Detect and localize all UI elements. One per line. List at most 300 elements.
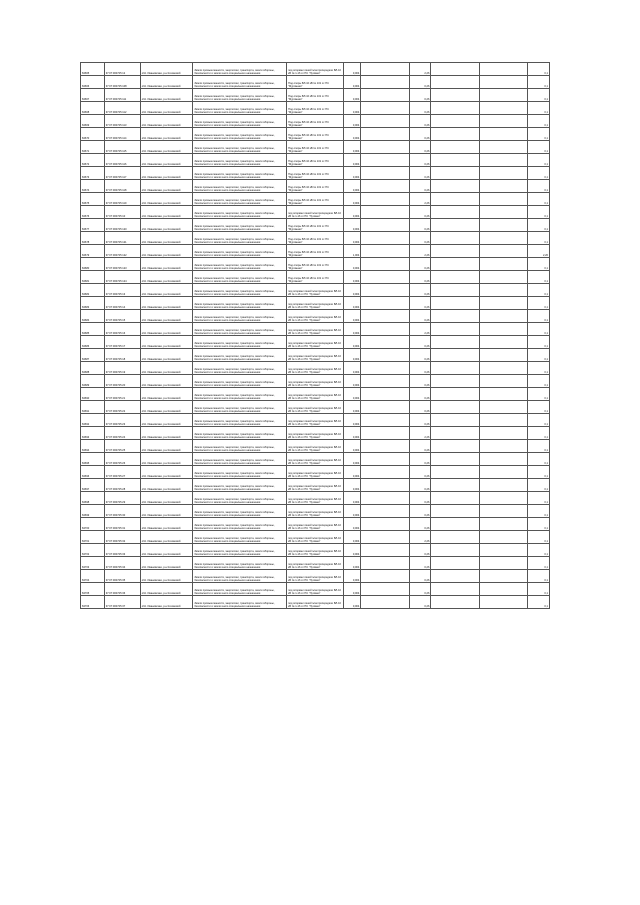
- land-category-cell: Земли промышленности, энергетики, транспорта, земли обороны, безопасности и земли иного специального назначения: [193, 206, 287, 219]
- empty-cell: [479, 89, 527, 102]
- table-row: [81, 505, 550, 518]
- address-cell: обл. Ивановская, р-н Кохомский: [140, 505, 193, 518]
- land-category-cell: Земли промышленности, энергетики, транспорта, земли обороны, безопасности и земли иного специального назначения: [193, 297, 287, 310]
- permitted-use-cell: под опорами линий электропередачи ВЛ-10 кВ № 1-16 от ПС "Луговая": [287, 388, 344, 401]
- table-row: [81, 115, 550, 128]
- empty-cell: [361, 180, 409, 193]
- plot-id-cell: 84691: [81, 401, 105, 414]
- area-cell: 0,004: [343, 206, 361, 219]
- empty-cell: [361, 596, 409, 609]
- rate-cell: 0,26: [409, 453, 431, 466]
- coefficient-cell: 0,1: [528, 479, 550, 492]
- rate-cell: 0,26: [409, 479, 431, 492]
- permitted-use-cell: под опорами линий электропередачи ВЛ-10 кВ № 1-16 от ПС "Луговая": [287, 531, 344, 544]
- address-cell: обл. Ивановская, р-н Кохомский: [140, 375, 193, 388]
- land-category-cell: Земли промышленности, энергетики, транспорта, земли обороны, безопасности и земли иного специального назначения: [193, 440, 287, 453]
- empty-cell: [431, 310, 479, 323]
- plot-id-cell: 84694: [81, 440, 105, 453]
- plot-id-cell: 84672: [81, 154, 105, 167]
- coefficient-cell: 0,1: [528, 518, 550, 531]
- empty-cell: [361, 505, 409, 518]
- land-category-cell: Земли промышленности, энергетики, транспорта, земли обороны, безопасности и земли иного специального назначения: [193, 466, 287, 479]
- rate-cell: 0,26: [409, 492, 431, 505]
- cadastral-number-cell: 37:07:000725:121: [104, 232, 140, 245]
- area-cell: 0,004: [343, 193, 361, 206]
- coefficient-cell: 0,1: [528, 401, 550, 414]
- empty-cell: [361, 76, 409, 89]
- cadastral-number-cell: 37:07:000725:23: [104, 414, 140, 427]
- cadastral-number-cell: 37:07:000725:108: [104, 76, 140, 89]
- empty-cell: [479, 492, 527, 505]
- plot-id-cell: 84692: [81, 414, 105, 427]
- empty-cell: [431, 63, 479, 76]
- land-category-cell: Земли промышленности, энергетики, транспорта, земли обороны, безопасности и земли иного специального назначения: [193, 141, 287, 154]
- area-cell: 0,004: [343, 505, 361, 518]
- table-row: [81, 128, 550, 141]
- area-cell: 0,004: [343, 232, 361, 245]
- area-cell: 0,004: [343, 115, 361, 128]
- coefficient-cell: 0,1: [528, 466, 550, 479]
- address-cell: обл. Ивановская, р-н Кохомский: [140, 76, 193, 89]
- area-cell: 0,004: [343, 141, 361, 154]
- empty-cell: [431, 375, 479, 388]
- empty-cell: [479, 258, 527, 271]
- permitted-use-cell: под опорами линий электропередачи ВЛ-10 кВ № 1-16 от ПС "Луговая": [287, 414, 344, 427]
- address-cell: обл. Ивановская, р-н Кохомский: [140, 167, 193, 180]
- table-row: [81, 63, 550, 76]
- plot-id-cell: 84686: [81, 336, 105, 349]
- plot-id-cell: 84683: [81, 297, 105, 310]
- cadastral-number-cell: 37:07:000725:28: [104, 479, 140, 492]
- land-category-cell: Земли промышленности, энергетики, транспорта, земли обороны, безопасности и земли иного специального назначения: [193, 531, 287, 544]
- cadastral-number-cell: 37:07:000725:118: [104, 180, 140, 193]
- rate-cell: 0,26: [409, 271, 431, 284]
- empty-cell: [431, 128, 479, 141]
- empty-cell: [479, 570, 527, 583]
- cadastral-number-cell: 37:07:000725:123: [104, 258, 140, 271]
- land-category-cell: Земли промышленности, энергетики, транспорта, земли обороны, безопасности и земли иного специального назначения: [193, 102, 287, 115]
- cadastral-number-cell: 37:07:000725:24: [104, 427, 140, 440]
- address-cell: обл. Ивановская, р-н Кохомский: [140, 453, 193, 466]
- empty-cell: [431, 505, 479, 518]
- address-cell: обл. Ивановская, р-н Кохомский: [140, 583, 193, 596]
- rate-cell: 0,26: [409, 141, 431, 154]
- empty-cell: [431, 362, 479, 375]
- coefficient-cell: 0,1: [528, 492, 550, 505]
- land-category-cell: Земли промышленности, энергетики, транспорта, земли обороны, безопасности и земли иного специального назначения: [193, 232, 287, 245]
- plot-id-cell: 84667: [81, 89, 105, 102]
- table-row: [81, 518, 550, 531]
- table-row: [81, 453, 550, 466]
- cadastral-number-cell: 37:07:000725:19: [104, 362, 140, 375]
- area-cell: 0,004: [343, 219, 361, 232]
- table-row: [81, 102, 550, 115]
- cadastral-number-cell: 37:07:000725:13: [104, 284, 140, 297]
- address-cell: обл. Ивановская, р-н Кохомский: [140, 206, 193, 219]
- empty-cell: [361, 479, 409, 492]
- empty-cell: [361, 440, 409, 453]
- land-category-cell: Земли промышленности, энергетики, транспорта, земли обороны, безопасности и земли иного специального назначения: [193, 388, 287, 401]
- rate-cell: 2,26: [409, 427, 431, 440]
- plot-id-cell: 84685: [81, 323, 105, 336]
- land-category-cell: Земли промышленности, энергетики, транспорта, земли обороны, безопасности и земли иного специального назначения: [193, 362, 287, 375]
- empty-cell: [431, 531, 479, 544]
- land-category-cell: Земли промышленности, энергетики, транспорта, земли обороны, безопасности и земли иного специального назначения: [193, 518, 287, 531]
- empty-cell: [479, 557, 527, 570]
- coefficient-cell: 2,26: [528, 245, 550, 258]
- permitted-use-cell: под опорами линий электропередачи ВЛ-10 кВ № 1-16 от ПС "Луговая": [287, 336, 344, 349]
- cadastral-number-cell: 37:07:000725:115: [104, 141, 140, 154]
- cadastral-number-cell: 37:07:000725:16: [104, 323, 140, 336]
- land-category-cell: Земли промышленности, энергетики, транспорта, земли обороны, безопасности и земли иного специального назначения: [193, 453, 287, 466]
- table-row: [81, 544, 550, 557]
- land-category-cell: Земли промышленности, энергетики, транспорта, земли обороны, безопасности и земли иного специального назначения: [193, 492, 287, 505]
- area-cell: 0,004: [343, 427, 361, 440]
- plot-id-cell: 84696: [81, 466, 105, 479]
- plot-id-cell: 84695: [81, 453, 105, 466]
- empty-cell: [361, 518, 409, 531]
- empty-cell: [431, 284, 479, 297]
- address-cell: обл. Ивановская, р-н Кохомский: [140, 245, 193, 258]
- land-category-cell: Земли промышленности, энергетики, транспорта, земли обороны, безопасности и земли иного специального назначения: [193, 245, 287, 258]
- plot-id-cell: 84677: [81, 219, 105, 232]
- empty-cell: [361, 570, 409, 583]
- empty-cell: [479, 154, 527, 167]
- coefficient-cell: 0,1: [528, 89, 550, 102]
- empty-cell: [479, 297, 527, 310]
- empty-cell: [479, 544, 527, 557]
- coefficient-cell: 0,1: [528, 388, 550, 401]
- coefficient-cell: 0,1: [528, 219, 550, 232]
- area-cell: 0,004: [343, 362, 361, 375]
- table-row: [81, 180, 550, 193]
- rate-cell: 2,26: [409, 245, 431, 258]
- area-cell: 0,004: [343, 297, 361, 310]
- plot-id-cell: 84666: [81, 76, 105, 89]
- land-category-cell: Земли промышленности, энергетики, транспорта, земли обороны, безопасности и земли иного специального назначения: [193, 63, 287, 76]
- area-cell: 0,004: [343, 128, 361, 141]
- permitted-use-cell: Под опоры ВЛ-10 кВ № 101 от ПС "Муромная": [287, 258, 344, 271]
- empty-cell: [431, 297, 479, 310]
- address-cell: обл. Ивановская, р-н Кохомский: [140, 102, 193, 115]
- empty-cell: [431, 193, 479, 206]
- empty-cell: [361, 102, 409, 115]
- area-cell: 0,004: [343, 414, 361, 427]
- area-cell: 0,004: [343, 102, 361, 115]
- coefficient-cell: 0,1: [528, 440, 550, 453]
- plot-id-cell: 84704: [81, 570, 105, 583]
- coefficient-cell: 0,1: [528, 505, 550, 518]
- empty-cell: [431, 570, 479, 583]
- empty-cell: [361, 219, 409, 232]
- permitted-use-cell: Под опоры ВЛ-10 кВ № 101 от ПС "Муромная": [287, 271, 344, 284]
- empty-cell: [479, 349, 527, 362]
- empty-cell: [479, 167, 527, 180]
- empty-cell: [361, 531, 409, 544]
- coefficient-cell: 0,1: [528, 206, 550, 219]
- empty-cell: [431, 466, 479, 479]
- plot-id-cell: 84665: [81, 63, 105, 76]
- coefficient-cell: 0,1: [528, 128, 550, 141]
- permitted-use-cell: Под опоры ВЛ-10 кВ № 101 от ПС "Муромная": [287, 245, 344, 258]
- empty-cell: [431, 232, 479, 245]
- empty-cell: [361, 427, 409, 440]
- address-cell: обл. Ивановская, р-н Кохомский: [140, 518, 193, 531]
- area-cell: 0,004: [343, 388, 361, 401]
- land-category-cell: Земли промышленности, энергетики, транспорта, земли обороны, безопасности и земли иного специального назначения: [193, 401, 287, 414]
- empty-cell: [479, 193, 527, 206]
- empty-cell: [431, 258, 479, 271]
- rate-cell: 0,26: [409, 362, 431, 375]
- empty-cell: [479, 531, 527, 544]
- rate-cell: 0,26: [409, 440, 431, 453]
- permitted-use-cell: под опорами линий электропередачи ВЛ-10 кВ № 1-16 от ПС "Луговая": [287, 453, 344, 466]
- plot-id-cell: 84699: [81, 505, 105, 518]
- address-cell: обл. Ивановская, р-н Кохомский: [140, 544, 193, 557]
- address-cell: обл. Ивановская, р-н Кохомский: [140, 479, 193, 492]
- cadastral-number-cell: 37:07:000725:119: [104, 193, 140, 206]
- rate-cell: 0,26: [409, 349, 431, 362]
- land-category-cell: Земли промышленности, энергетики, транспорта, земли обороны, безопасности и земли иного специального назначения: [193, 479, 287, 492]
- permitted-use-cell: под опорами линий электропередачи ВЛ-10 кВ № 1-16 от ПС "Луговая": [287, 362, 344, 375]
- coefficient-cell: 0,1: [528, 180, 550, 193]
- permitted-use-cell: Под опоры ВЛ-10 кВ № 101 от ПС "Муромная": [287, 115, 344, 128]
- land-category-cell: Земли промышленности, энергетики, транспорта, земли обороны, безопасности и земли иного специального назначения: [193, 505, 287, 518]
- land-category-cell: Земли промышленности, энергетики, транспорта, земли обороны, безопасности и земли иного специального назначения: [193, 583, 287, 596]
- cadastral-number-cell: 37:07:000725:34: [104, 557, 140, 570]
- empty-cell: [361, 193, 409, 206]
- plot-id-cell: 84706: [81, 596, 105, 609]
- plot-id-cell: 84688: [81, 362, 105, 375]
- empty-cell: [431, 76, 479, 89]
- table-row: [81, 388, 550, 401]
- address-cell: обл. Ивановская, р-н Кохомский: [140, 284, 193, 297]
- empty-cell: [361, 375, 409, 388]
- address-cell: обл. Ивановская, р-н Кохомский: [140, 414, 193, 427]
- cadastral-number-cell: 37:07:000725:31: [104, 518, 140, 531]
- address-cell: обл. Ивановская, р-н Кохомский: [140, 89, 193, 102]
- address-cell: обл. Ивановская, р-н Кохомский: [140, 310, 193, 323]
- empty-cell: [361, 128, 409, 141]
- empty-cell: [361, 349, 409, 362]
- table-row: [81, 206, 550, 219]
- permitted-use-cell: под опорами линий электропередачи ВЛ-10 кВ № 1-16 от ПС "Луговая": [287, 440, 344, 453]
- empty-cell: [431, 440, 479, 453]
- cadastral-number-cell: 37:07:000725:113: [104, 115, 140, 128]
- rate-cell: 0,26: [409, 219, 431, 232]
- land-category-cell: Земли промышленности, энергетики, транспорта, земли обороны, безопасности и земли иного специального назначения: [193, 323, 287, 336]
- cadastral-number-cell: 37:07:000725:18: [104, 349, 140, 362]
- address-cell: обл. Ивановская, р-н Кохомский: [140, 141, 193, 154]
- plot-id-cell: 84701: [81, 531, 105, 544]
- rate-cell: 0,26: [409, 115, 431, 128]
- land-category-cell: Земли промышленности, энергетики, транспорта, земли обороны, безопасности и земли иного специального назначения: [193, 89, 287, 102]
- area-cell: 0,004: [343, 440, 361, 453]
- plot-id-cell: 84702: [81, 544, 105, 557]
- empty-cell: [479, 245, 527, 258]
- address-cell: обл. Ивановская, р-н Кохомский: [140, 557, 193, 570]
- cadastral-number-cell: 37:07:000725:25: [104, 440, 140, 453]
- area-cell: 1,004: [343, 245, 361, 258]
- plot-id-cell: 84668: [81, 102, 105, 115]
- table-row: [81, 141, 550, 154]
- address-cell: обл. Ивановская, р-н Кохомский: [140, 297, 193, 310]
- coefficient-cell: 0,1: [528, 362, 550, 375]
- area-cell: 0,004: [343, 518, 361, 531]
- coefficient-cell: 0,1: [528, 232, 550, 245]
- empty-cell: [479, 401, 527, 414]
- empty-cell: [361, 258, 409, 271]
- area-cell: 0,004: [343, 76, 361, 89]
- permitted-use-cell: под опорами линий электропередачи ВЛ-10 кВ № 1-16 от ПС "Луговая": [287, 401, 344, 414]
- area-cell: 0,004: [343, 401, 361, 414]
- cadastral-number-cell: 37:07:000725:17: [104, 336, 140, 349]
- table-row: [81, 258, 550, 271]
- rate-cell: 0,26: [409, 466, 431, 479]
- cadastral-number-cell: 37:07:000725:36: [104, 583, 140, 596]
- table-row: [81, 479, 550, 492]
- empty-cell: [431, 492, 479, 505]
- land-category-cell: Земли промышленности, энергетики, транспорта, земли обороны, безопасности и земли иного специального назначения: [193, 180, 287, 193]
- rate-cell: 0,26: [409, 505, 431, 518]
- empty-cell: [361, 310, 409, 323]
- cadastral-number-cell: 37:07:000725:114: [104, 128, 140, 141]
- permitted-use-cell: Под опоры ВЛ-10 кВ № 101 от ПС "Муромная": [287, 141, 344, 154]
- empty-cell: [431, 102, 479, 115]
- permitted-use-cell: под опорами линий электропередачи ВЛ-10 кВ № 1-16 от ПС "Луговая": [287, 518, 344, 531]
- area-cell: 0,004: [343, 492, 361, 505]
- area-cell: 0,004: [343, 557, 361, 570]
- area-cell: 0,004: [343, 479, 361, 492]
- plot-id-cell: 84673: [81, 167, 105, 180]
- cadastral-number-cell: 37:07:000725:117: [104, 167, 140, 180]
- rate-cell: 0,26: [409, 284, 431, 297]
- rate-cell: 0,26: [409, 518, 431, 531]
- area-cell: 0,004: [343, 323, 361, 336]
- land-category-cell: Земли промышленности, энергетики, транспорта, земли обороны, безопасности и земли иного специального назначения: [193, 271, 287, 284]
- empty-cell: [479, 466, 527, 479]
- cadastral-number-cell: 37:07:000725:27: [104, 466, 140, 479]
- land-plots-table: [80, 62, 550, 609]
- plot-id-cell: 84698: [81, 492, 105, 505]
- empty-cell: [361, 232, 409, 245]
- empty-cell: [361, 141, 409, 154]
- coefficient-cell: 0,1: [528, 167, 550, 180]
- coefficient-cell: 0,1: [528, 297, 550, 310]
- area-cell: 0,004: [343, 375, 361, 388]
- empty-cell: [479, 128, 527, 141]
- permitted-use-cell: под опорами линий электропередачи ВЛ-10 кВ № 1-16 от ПС "Луговая": [287, 323, 344, 336]
- coefficient-cell: 0,1: [528, 258, 550, 271]
- cadastral-number-cell: 37:07:000725:30: [104, 505, 140, 518]
- empty-cell: [479, 375, 527, 388]
- area-cell: 0,004: [343, 63, 361, 76]
- land-category-cell: Земли промышленности, энергетики, транспорта, земли обороны, безопасности и земли иного специального назначения: [193, 427, 287, 440]
- plot-id-cell: 84674: [81, 180, 105, 193]
- permitted-use-cell: под опорами линий электропередачи ВЛ-10 кВ № 1-16 от ПС "Луговая": [287, 544, 344, 557]
- empty-cell: [431, 583, 479, 596]
- address-cell: обл. Ивановская, р-н Кохомский: [140, 401, 193, 414]
- empty-cell: [479, 323, 527, 336]
- cadastral-number-cell: 37:07:000725:124: [104, 271, 140, 284]
- empty-cell: [431, 427, 479, 440]
- rate-cell: 0,26: [409, 167, 431, 180]
- rate-cell: 0,26: [409, 336, 431, 349]
- empty-cell: [361, 63, 409, 76]
- permitted-use-cell: под опорами линий электропередачи ВЛ-10 кВ № 1-16 от ПС "Луговая": [287, 596, 344, 609]
- rate-cell: 0,26: [409, 583, 431, 596]
- cadastral-number-cell: 37:07:000725:21: [104, 388, 140, 401]
- land-category-cell: Земли промышленности, энергетики, транспорта, земли обороны, безопасности и земли иного специального назначения: [193, 115, 287, 128]
- rate-cell: 0,26: [409, 206, 431, 219]
- empty-cell: [361, 167, 409, 180]
- table-row: [81, 89, 550, 102]
- empty-cell: [479, 271, 527, 284]
- permitted-use-cell: под опорами линий электропередачи ВЛ-10 кВ № 1-16 от ПС "Луговая": [287, 310, 344, 323]
- empty-cell: [431, 479, 479, 492]
- rate-cell: 0,26: [409, 128, 431, 141]
- area-cell: 0,004: [343, 89, 361, 102]
- permitted-use-cell: Под опоры ВЛ-10 кВ № 101 от ПС "Муромная": [287, 167, 344, 180]
- rate-cell: 0,26: [409, 596, 431, 609]
- coefficient-cell: 0,1: [528, 284, 550, 297]
- land-category-cell: Земли промышленности, энергетики, транспорта, земли обороны, безопасности и земли иного специального назначения: [193, 414, 287, 427]
- empty-cell: [361, 466, 409, 479]
- plot-id-cell: 84675: [81, 193, 105, 206]
- area-cell: 0,004: [343, 453, 361, 466]
- table-row: [81, 375, 550, 388]
- empty-cell: [361, 583, 409, 596]
- area-cell: 0,004: [343, 258, 361, 271]
- table-row: [81, 76, 550, 89]
- table-row: [81, 310, 550, 323]
- rate-cell: 0,26: [409, 388, 431, 401]
- empty-cell: [479, 102, 527, 115]
- cadastral-number-cell: 37:07:000725:29: [104, 492, 140, 505]
- empty-cell: [479, 362, 527, 375]
- land-plots-table-body: [81, 63, 550, 609]
- permitted-use-cell: под опорами линий электропередачи ВЛ-10 кВ № 1-16 от ПС "Луговая": [287, 466, 344, 479]
- rate-cell: 0,26: [409, 310, 431, 323]
- empty-cell: [479, 219, 527, 232]
- empty-cell: [479, 141, 527, 154]
- address-cell: обл. Ивановская, р-н Кохомский: [140, 440, 193, 453]
- permitted-use-cell: Под опоры ВЛ-10 кВ № 101 от ПС "Муромная": [287, 102, 344, 115]
- plot-id-cell: 84676: [81, 206, 105, 219]
- table-row: [81, 245, 550, 258]
- permitted-use-cell: под опорами линий электропередачи ВЛ-10 кВ № 1-16 от ПС "Луговая": [287, 427, 344, 440]
- permitted-use-cell: Под опоры ВЛ-10 кВ № 101 от ПС "Муромная": [287, 128, 344, 141]
- empty-cell: [361, 271, 409, 284]
- plot-id-cell: 84682: [81, 284, 105, 297]
- cadastral-number-cell: 37:07:000725:22: [104, 401, 140, 414]
- empty-cell: [479, 63, 527, 76]
- empty-cell: [431, 141, 479, 154]
- empty-cell: [479, 232, 527, 245]
- address-cell: обл. Ивановская, р-н Кохомский: [140, 336, 193, 349]
- empty-cell: [361, 414, 409, 427]
- plot-id-cell: 84700: [81, 518, 105, 531]
- empty-cell: [361, 245, 409, 258]
- cadastral-number-cell: 37:07:000725:122: [104, 245, 140, 258]
- area-cell: 0,004: [343, 596, 361, 609]
- coefficient-cell: 0,1: [528, 154, 550, 167]
- empty-cell: [361, 557, 409, 570]
- rate-cell: 0,26: [409, 76, 431, 89]
- empty-cell: [431, 219, 479, 232]
- table-row: [81, 427, 550, 440]
- table-row: [81, 271, 550, 284]
